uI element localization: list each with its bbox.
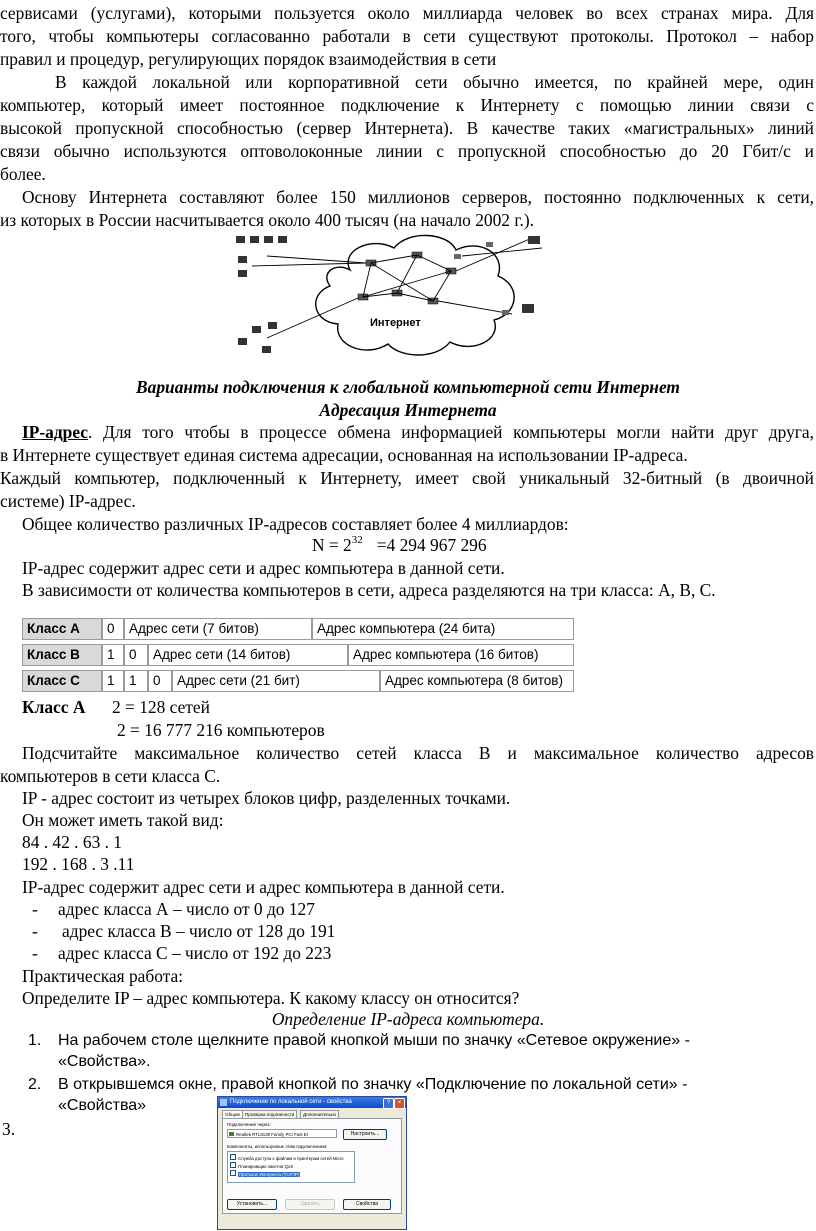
adapter-icon	[229, 1132, 234, 1136]
class-a-hosts: 2 = 16 777 216 компьютеров	[117, 720, 325, 740]
net-cell: Адрес сети (7 битов)	[124, 618, 312, 640]
bit-cell: 1	[102, 670, 124, 692]
paragraph-line: Подсчитайте максимальное количество сетей класса В и максимальное количество адресов	[22, 743, 814, 763]
paragraph-line: В зависимости от количества компьютеров в сети, адреса разделяются на три класса: A, B, C.	[22, 580, 716, 600]
host-cell: Адрес компьютера (16 битов)	[348, 644, 574, 666]
dash-bullet: -	[32, 921, 38, 941]
paragraph-line: IP-адрес содержит адрес сети и адрес компьютера в данной сети.	[22, 877, 505, 897]
paragraph-line: высокой пропускной способностью (сервер Интернета). В качестве таких «магистральных» линий	[0, 118, 814, 138]
table-row	[22, 618, 574, 640]
class-a-label: Класс А	[22, 697, 86, 717]
paragraph-line: системе) IP-адрес.	[0, 491, 136, 511]
steps-heading: Определение IP-адреса компьютера.	[271, 1009, 545, 1029]
tab-advanced[interactable]: Дополнительно	[300, 1110, 339, 1119]
component-label-selected: Протокол Интернета (TCP/IP)	[239, 1172, 300, 1177]
close-icon[interactable]: ×	[394, 1098, 405, 1109]
host-cell: Адрес компьютера (8 битов)	[380, 670, 574, 692]
list-item[interactable]	[230, 1154, 344, 1161]
class-name-cell: Класс А	[22, 618, 102, 640]
dash-bullet: -	[32, 899, 38, 919]
paragraph-line: в Интернете существует единая система адресации, основанная на использовании IP-адреса.	[0, 445, 688, 465]
paragraph-line	[22, 422, 814, 442]
table-row	[22, 670, 574, 692]
dialog-titlebar	[218, 1097, 406, 1108]
list-item[interactable]	[230, 1170, 300, 1177]
tab-authentication[interactable]: Проверка подлинности	[242, 1110, 297, 1119]
step-number: 2.	[28, 1076, 42, 1093]
paragraph-line: Определите IP – адрес компьютера. К какому классу он относится?	[22, 988, 520, 1008]
section-heading: Адресация Интернета	[319, 400, 497, 420]
list-item: адрес класса С – число от 192 до 223	[58, 943, 332, 963]
components-list	[227, 1151, 355, 1183]
bit-cell: 1	[124, 670, 148, 692]
component-label: Служба доступа к файлам и принтерам сетей Micro	[238, 1156, 344, 1161]
paragraph-line: Общее количество различных IP-адресов составляет более 4 миллиардов:	[22, 514, 569, 534]
net-cell: Адрес сети (14 битов)	[148, 644, 348, 666]
tab-general[interactable]: Общие	[222, 1110, 243, 1119]
paragraph-line: IP-адрес содержит адрес сети и адрес компьютера в данной сети.	[22, 558, 505, 578]
ip-example: 192 . 168 . 3 .11	[22, 854, 135, 874]
checkbox-checked-icon[interactable]	[230, 1162, 236, 1168]
lan-properties-dialog	[217, 1096, 407, 1230]
formula-base: N = 2	[312, 535, 352, 555]
configure-button[interactable]: Настроить...	[343, 1129, 387, 1140]
ip-example: 84 . 42 . 63 . 1	[22, 832, 122, 852]
paragraph-line: сервисами (услугами), которыми пользуется около миллиарда человек во всех странах мира. Для	[0, 3, 814, 23]
paragraph-line: того, чтобы компьютеры согласованно работали в сети существуют протоколы. Протокол – набор	[0, 26, 814, 46]
class-a-networks: 2 = 128 сетей	[112, 697, 210, 717]
class-name-cell: Класс В	[22, 644, 102, 666]
list-item: адрес класса А – число от 0 до 127	[58, 899, 315, 919]
connect-via-label: Подключение через:	[227, 1122, 271, 1127]
host-cell: Адрес компьютера (24 бита)	[312, 618, 574, 640]
bit-cell: 0	[102, 618, 124, 640]
step-text: В открывшемся окне, правой кнопкой по значку «Подключение по локальной сети» -	[58, 1076, 688, 1093]
paragraph-line: Практическая работа:	[22, 966, 184, 986]
install-button[interactable]: Установить...	[227, 1199, 277, 1210]
formula-value: =4 294 967 296	[376, 535, 487, 555]
paragraph-line: более.	[0, 164, 46, 184]
network-icon	[220, 1099, 227, 1106]
diagram-label: Интернет	[370, 317, 421, 329]
step-text: «Свойства»	[58, 1097, 147, 1114]
ip-class-table	[22, 618, 574, 694]
bit-cell: 0	[148, 670, 172, 692]
paragraph-text: . Для того чтобы в процессе обмена информацией компьютеры могли найти друг друга,	[88, 422, 814, 442]
step-text: На рабочем столе щелкните правой кнопкой мыши по значку «Сетевое окружение» -	[58, 1032, 690, 1049]
paragraph-line: правил и процедур, регулирующих порядок взаимодействия в сети	[0, 49, 497, 69]
paragraph-line: В каждой локальной или корпоративной сети обычно имеется, по крайней мере, один	[55, 72, 814, 92]
checkbox-checked-icon[interactable]	[230, 1170, 236, 1176]
checkbox-checked-icon[interactable]	[230, 1154, 236, 1160]
paragraph-line: IP - адрес состоит из четырех блоков цифр, разделенных точками.	[22, 788, 511, 808]
remove-button[interactable]: Удалить	[285, 1199, 335, 1210]
formula-exponent: 32	[351, 534, 363, 546]
dialog-title: Подключение по локальной сети - свойства	[230, 1099, 352, 1105]
adapter-name: Realtek RTL8139 Family PCI Fast Et	[236, 1132, 308, 1137]
list-item: адрес класса В – число от 128 до 191	[62, 921, 336, 941]
step-number: 3.	[2, 1119, 16, 1139]
component-label: Планировщик пакетов QoS	[238, 1164, 294, 1169]
properties-button[interactable]: Свойства	[343, 1199, 391, 1210]
paragraph-line: компьютер, который имеет постоянное подключение к Интернету с помощью линии связи с	[0, 95, 814, 115]
bit-cell: 0	[124, 644, 148, 666]
help-icon[interactable]: ?	[383, 1098, 394, 1109]
net-cell: Адрес сети (21 бит)	[172, 670, 380, 692]
table-row	[22, 644, 574, 666]
ip-term: IP-адрес	[22, 422, 88, 442]
paragraph-line: Он может иметь такой вид:	[22, 810, 224, 830]
class-name-cell: Класс С	[22, 670, 102, 692]
figure-caption: Варианты подключения к глобальной компьютерной сети Интернет	[136, 377, 680, 397]
components-label: Компоненты, используемые этим подключением:	[227, 1144, 328, 1149]
paragraph-line: Основу Интернета составляют более 150 миллионов серверов, постоянно подключенных к сети,	[22, 187, 814, 207]
formula	[312, 535, 487, 555]
paragraph-line: Каждый компьютер, подключенный к Интернету, имеет свой уникальный 32-битный (в двоичной	[0, 468, 814, 488]
list-item[interactable]	[230, 1162, 293, 1169]
dash-bullet: -	[32, 943, 38, 963]
step-number: 1.	[28, 1032, 42, 1049]
adapter-field	[227, 1129, 337, 1138]
paragraph-line: из которых в России насчитывается около 400 тысяч (на начало 2002 г.).	[0, 210, 534, 230]
paragraph-line: компьютеров в сети класса С.	[0, 766, 221, 786]
step-text: «Свойства».	[58, 1053, 151, 1070]
bit-cell: 1	[102, 644, 124, 666]
paragraph-line: связи обычно используются оптоволоконные линии с пропускной способностью до 20 Гбит/с и	[0, 141, 814, 161]
internet-diagram	[232, 228, 552, 368]
general-panel	[222, 1118, 402, 1214]
